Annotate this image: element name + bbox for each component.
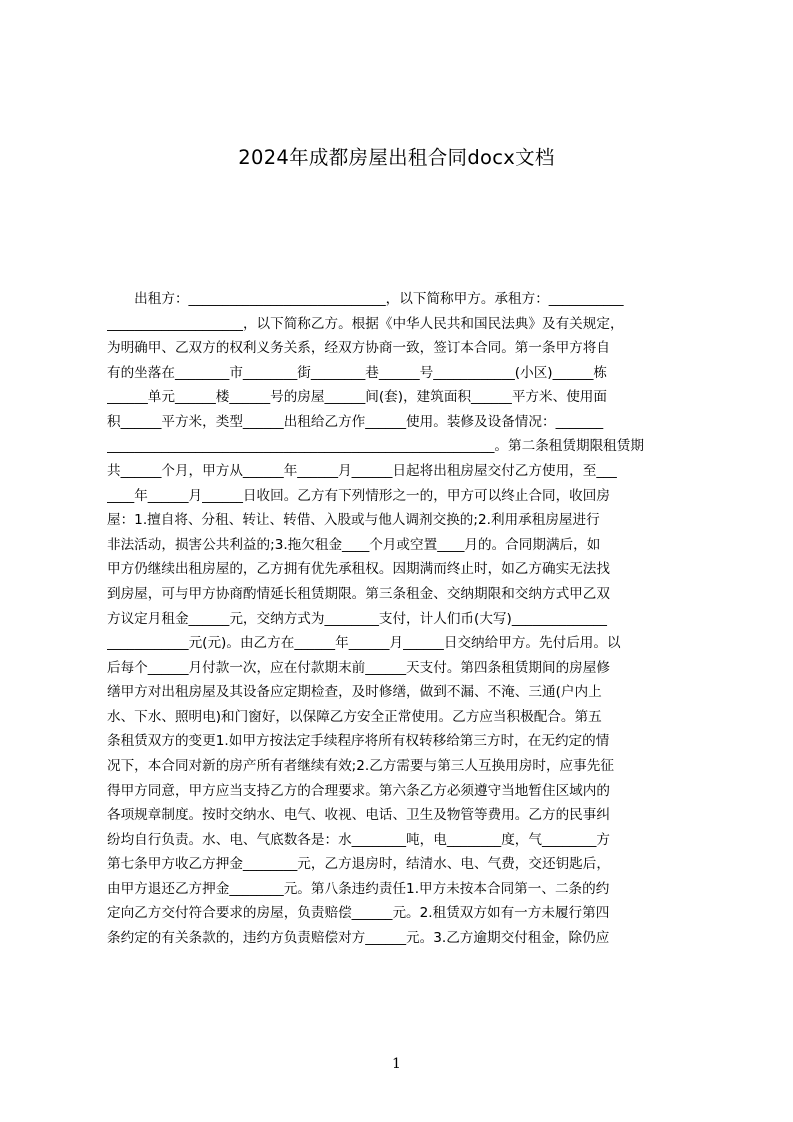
body-line: 甲方仍继续出租房屋的，乙方拥有优先承租权。因期满而终止时，如乙方确实无法找 — [107, 561, 610, 578]
body-line: 积______平方米，类型______出租给乙方作______使用。装修及设备情况：_______ — [107, 413, 604, 430]
body-line: ____________________，以下简称乙方。根据《中华人民共和国民法典》及有关规定， — [107, 315, 624, 332]
body-line: 条租赁双方的变更1.如甲方按法定手续程序将所有权转移给第三方时，在无约定的情 — [107, 733, 610, 750]
body-line: 纷均自行负责。水、电、气底数各是：水________吨，电________度，气________方 — [107, 831, 610, 848]
body-line: 条约定的有关条款的，违约方负责赔偿对方______元。3.乙方逾期交付租金，除仍应 — [107, 930, 610, 947]
body-line: ____年______月______日收回。乙方有下列情形之一的，甲方可以终止合同，收回房 — [107, 487, 610, 504]
body-line: 出租方：_____________________________，以下简称甲方。承租方：___________ — [107, 291, 624, 307]
body-line: 水、下水、照明电)和门窗好，以保障乙方安全正常使用。乙方应当积极配合。第五 — [107, 708, 602, 725]
body-line: 后每个______月付款一次，应在付款期末前______天支付。第四条租赁期间的房屋修 — [107, 659, 610, 676]
body-line: 定向乙方交付符合要求的房屋，负责赔偿______元。2.租赁双方如有一方未履行第四 — [107, 905, 610, 922]
body-line: 况下，本合同对新的房产所有者继续有效;2.乙方需要与第三人互换用房时，应事先征 — [107, 757, 614, 774]
body-line: 由甲方退还乙方押金________元。第八条违约责任1.甲方未按本合同第一、二条的约 — [107, 880, 610, 897]
page-number: 1 — [392, 1056, 401, 1072]
body-line: 缮甲方对出租房屋及其设备应定期检查，及时修缮，做到不漏、不淹、三通(户内上 — [107, 684, 602, 701]
body-line: 共______个月，甲方从______年______月______日起将出租房屋交付乙方使用，至___ — [107, 463, 617, 480]
body-line: 有的坐落在________市________街________巷______号____________(小区)______栋 — [107, 364, 607, 381]
body-line: 非法活动，损害公共利益的;3.拖欠租金____个月或空置____月的。合同期满后，如 — [107, 536, 601, 553]
body-line: 得甲方同意，甲方应当支持乙方的合理要求。第六条乙方必须遵守当地暂住区域内的 — [107, 782, 610, 799]
body-line: 方议定月租金______元，交纳方式为________支付，计人们币(大写)______________ — [107, 610, 607, 627]
body-line: 屋：1.擅自将、分租、转让、转借、入股或与他人调剂交换的;2.利用承租房屋进行 — [107, 512, 600, 529]
document-title: 2024年成都房屋出租合同docx文档 — [238, 146, 555, 169]
body-line: ____________元(元)。由乙方在______年______月______日交纳给甲方。先付后用。以 — [107, 635, 621, 652]
contract-body — [107, 287, 700, 951]
body-line: 第七条甲方收乙方押金________元，乙方退房时，结清水、电、气费，交还钥匙后， — [107, 856, 610, 873]
body-line: 各项规章制度。按时交纳水、电气、收视、电话、卫生及物管等费用。乙方的民事纠 — [107, 807, 610, 824]
body-line: 为明确甲、乙双方的权利义务关系，经双方协商一致，签订本合同。第一条甲方将自 — [107, 340, 610, 357]
body-line: ______单元______楼______号的房屋______间(套)，建筑面积______平方米、使用面 — [107, 389, 607, 406]
body-line: _________________________________________________________。第二条租赁期限租赁期 — [107, 438, 644, 455]
body-line: 到房屋，可与甲方协商酌情延长租赁期限。第三条租金、交纳期限和交纳方式甲乙双 — [107, 585, 610, 602]
